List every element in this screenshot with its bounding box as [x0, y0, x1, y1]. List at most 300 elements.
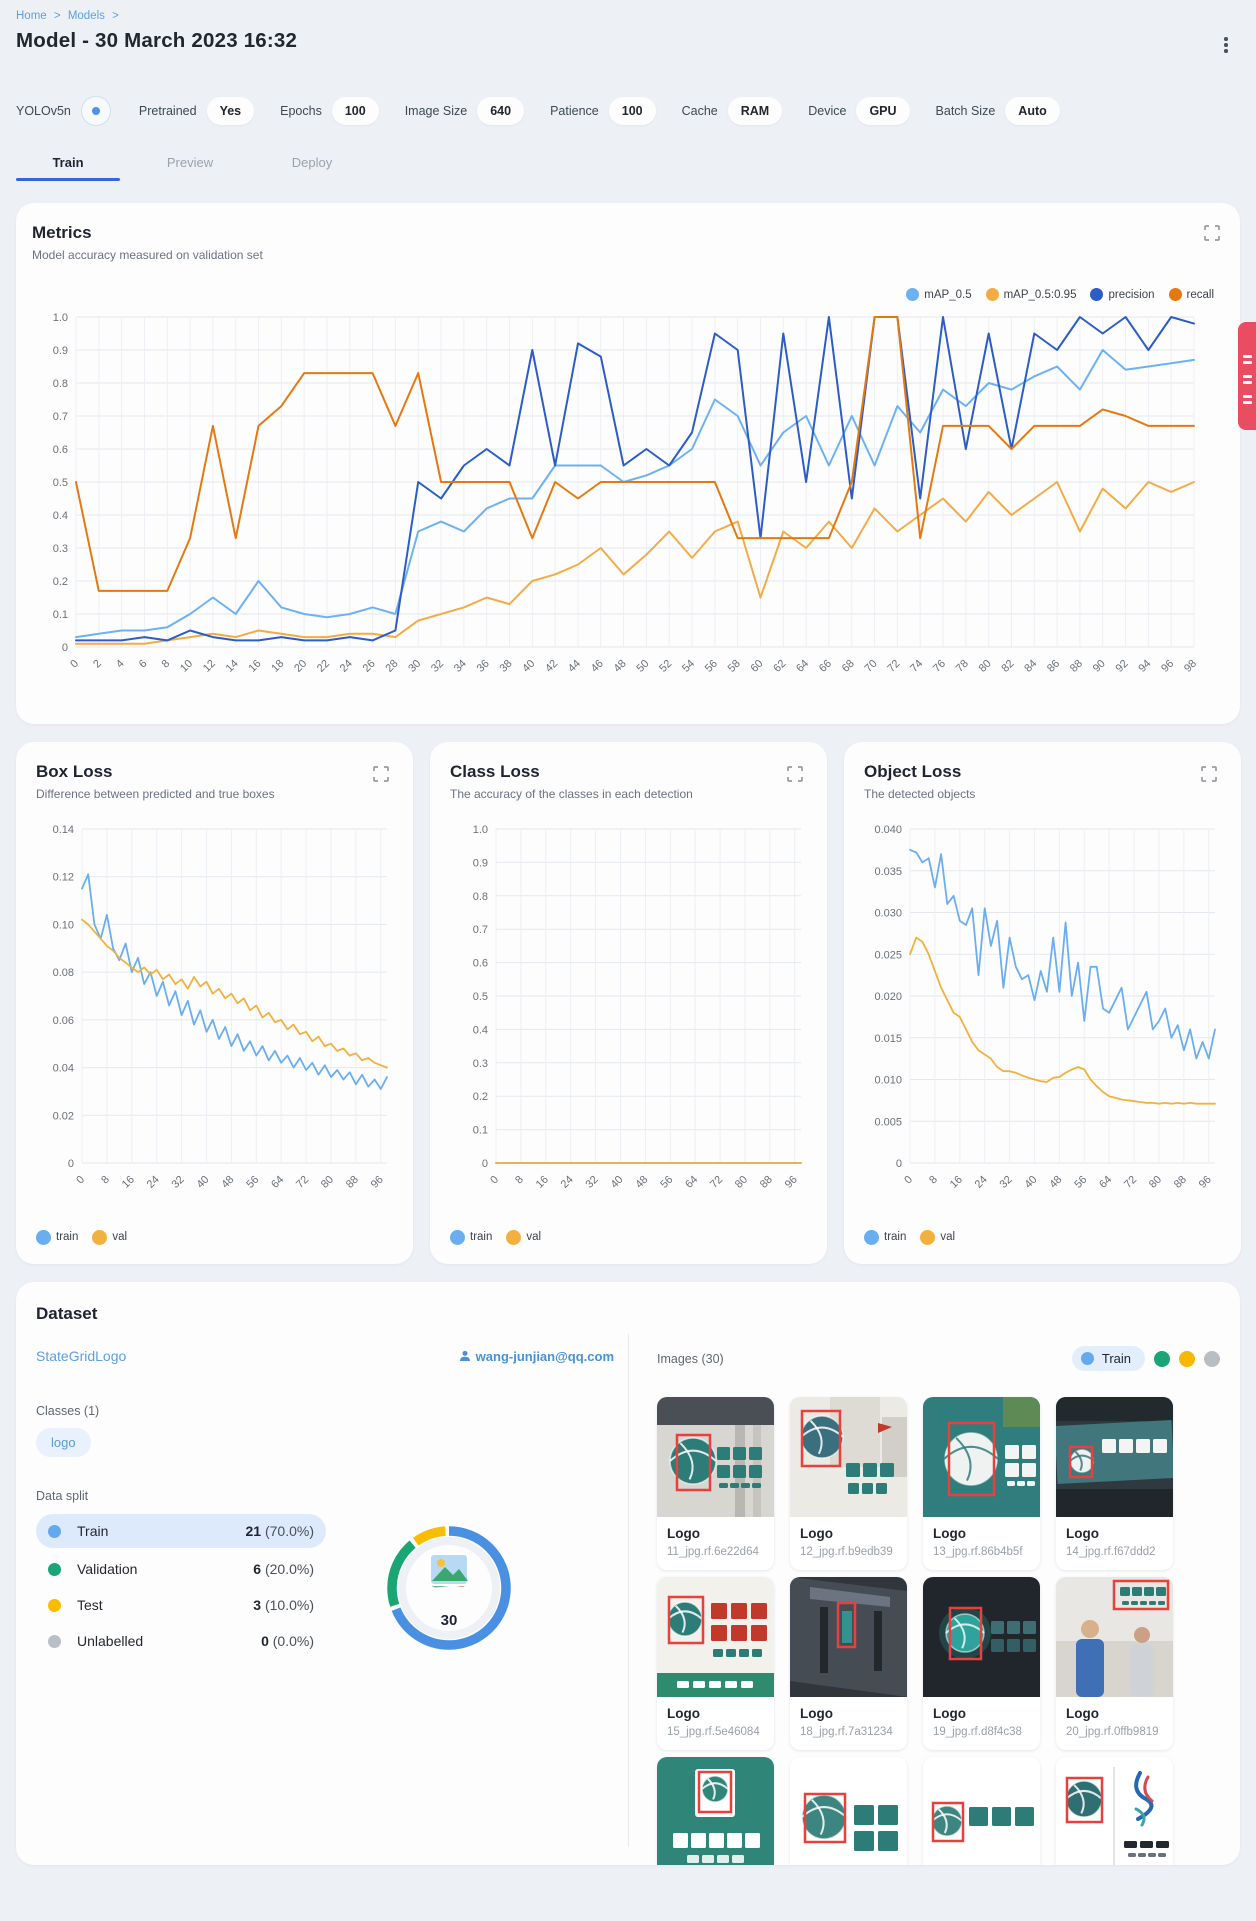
svg-text:54: 54: [680, 657, 698, 675]
breadcrumb-separator: >: [112, 10, 119, 22]
svg-text:0.6: 0.6: [52, 444, 68, 456]
legend-dot: [864, 1230, 879, 1245]
fullscreen-icon[interactable]: [785, 764, 805, 784]
class-loss-plot: [450, 821, 807, 1217]
legend-dot: [1090, 288, 1103, 301]
svg-text:14: 14: [223, 657, 241, 675]
svg-text:32: 32: [583, 1173, 601, 1191]
dataset-image-card[interactable]: [1056, 1577, 1173, 1750]
legend-item-mAP_0.5[interactable]: [906, 288, 971, 301]
svg-text:0.4: 0.4: [52, 510, 68, 522]
svg-text:64: 64: [683, 1173, 701, 1191]
box-loss-card: [16, 742, 413, 1264]
svg-text:0.10: 0.10: [52, 919, 74, 932]
svg-text:86: 86: [1045, 657, 1063, 675]
legend-item-recall[interactable]: [1169, 288, 1214, 301]
svg-text:0.4: 0.4: [472, 1024, 488, 1037]
svg-text:62: 62: [771, 657, 789, 675]
svg-text:30: 30: [406, 657, 424, 675]
legend-item-val[interactable]: [92, 1230, 127, 1245]
filter-dot-unlabelled[interactable]: [1204, 1351, 1220, 1367]
tab-deploy[interactable]: Deploy: [291, 155, 333, 170]
image-file-name: 14_jpg.rf.f67ddd2: [1066, 1546, 1156, 1558]
metrics-chart: [32, 303, 1224, 708]
split-dot: [48, 1525, 61, 1538]
svg-text:8: 8: [927, 1173, 941, 1187]
dataset-image-card[interactable]: [1056, 1397, 1173, 1570]
svg-text:96: 96: [1196, 1173, 1214, 1191]
svg-text:48: 48: [1047, 1173, 1065, 1191]
svg-text:0.005: 0.005: [874, 1116, 902, 1129]
image-caption: [923, 1697, 1040, 1750]
svg-text:0.5: 0.5: [472, 991, 488, 1003]
model-name-label: YOLOv5n: [16, 104, 71, 118]
svg-text:0.1: 0.1: [472, 1124, 488, 1137]
svg-text:48: 48: [633, 1173, 651, 1191]
legend-label: val: [526, 1231, 542, 1243]
dataset-card: [16, 1282, 1240, 1865]
series-mAP_0.5:0.95: [76, 482, 1194, 644]
image-caption: [657, 1517, 774, 1570]
config-param-label: Pretrained: [138, 104, 197, 118]
image-class-name: Logo: [800, 1526, 833, 1541]
svg-text:26: 26: [360, 657, 378, 675]
dataset-link[interactable]: StateGridLogo: [36, 1348, 127, 1364]
svg-text:88: 88: [757, 1173, 775, 1191]
class-loss-title: Class Loss: [450, 762, 540, 781]
svg-text:0.7: 0.7: [472, 924, 488, 937]
svg-text:96: 96: [782, 1173, 800, 1191]
image-file-name: 20_jpg.rf.0ffb9819: [1066, 1726, 1159, 1738]
legend-dot: [1169, 288, 1182, 301]
svg-text:80: 80: [732, 1173, 751, 1191]
dataset-image-card[interactable]: [790, 1757, 907, 1865]
svg-text:0.02: 0.02: [52, 1110, 74, 1123]
svg-text:76: 76: [930, 657, 949, 675]
more-menu-button[interactable]: [1212, 31, 1240, 59]
svg-text:44: 44: [565, 657, 584, 675]
dataset-image-thumbnail: [923, 1757, 1040, 1865]
image-file-name: 15_jpg.rf.5e46084: [667, 1726, 760, 1738]
config-param-value: Auto: [1005, 97, 1059, 125]
svg-text:34: 34: [451, 657, 469, 675]
images-icon: [429, 1553, 470, 1588]
svg-text:96: 96: [1159, 657, 1177, 675]
svg-text:0.7: 0.7: [52, 411, 68, 423]
split-filter-controls: [1072, 1346, 1220, 1371]
svg-text:38: 38: [497, 657, 515, 675]
legend-item-mAP_0.5:0.95[interactable]: [986, 288, 1077, 301]
legend-label: mAP_0.5: [924, 288, 972, 301]
svg-text:84: 84: [1022, 657, 1040, 675]
box-loss-legend: [36, 1224, 393, 1250]
image-grid: [657, 1397, 1220, 1865]
svg-text:72: 72: [294, 1173, 312, 1191]
split-row-unlabelled[interactable]: [36, 1626, 326, 1656]
svg-text:80: 80: [318, 1173, 337, 1191]
dataset-image-card[interactable]: [923, 1757, 1040, 1865]
svg-text:0: 0: [61, 642, 68, 654]
svg-text:28: 28: [383, 657, 401, 675]
svg-text:70: 70: [862, 657, 880, 675]
svg-text:2: 2: [91, 657, 104, 671]
dataset-image-thumbnail: [1056, 1577, 1173, 1697]
svg-text:8: 8: [99, 1173, 113, 1187]
svg-text:88: 88: [343, 1173, 361, 1191]
split-dot: [48, 1635, 61, 1648]
breadcrumb: [16, 10, 1240, 25]
legend-dot: [92, 1230, 107, 1245]
svg-text:24: 24: [558, 1173, 576, 1191]
split-value: 6 (20.0%): [253, 1561, 314, 1577]
dataset-image-card[interactable]: [790, 1577, 907, 1750]
class-loss-subtitle: The accuracy of the classes in each detection: [450, 787, 693, 801]
svg-text:72: 72: [708, 1173, 726, 1191]
model-selected-radio[interactable]: [81, 96, 111, 126]
dataset-image-card[interactable]: [923, 1397, 1040, 1570]
metrics-plot: [32, 303, 1208, 703]
svg-text:0.025: 0.025: [874, 949, 902, 962]
split-value: 0 (0.0%): [261, 1633, 314, 1649]
box-loss-subtitle: Difference between predicted and true boxes: [36, 787, 275, 801]
image-class-name: Logo: [667, 1706, 700, 1721]
svg-text:98: 98: [1181, 657, 1200, 675]
config-param-value: GPU: [856, 97, 909, 125]
image-class-name: Logo: [933, 1706, 966, 1721]
fullscreen-icon[interactable]: [1202, 223, 1222, 243]
svg-text:64: 64: [269, 1173, 287, 1191]
dataset-image-card[interactable]: [1056, 1757, 1173, 1865]
svg-text:16: 16: [246, 657, 264, 675]
svg-text:0.14: 0.14: [52, 824, 74, 836]
image-file-name: 13_jpg.rf.86b4b5f: [933, 1546, 1023, 1558]
svg-text:80: 80: [1146, 1173, 1165, 1191]
filter-dot-train: [1081, 1352, 1094, 1365]
filter-dot-test[interactable]: [1179, 1351, 1195, 1367]
config-param-value: 100: [332, 97, 379, 125]
split-name: Train: [77, 1523, 109, 1539]
svg-text:60: 60: [748, 657, 766, 675]
legend-label: train: [470, 1231, 493, 1243]
svg-text:46: 46: [588, 657, 606, 675]
svg-text:32: 32: [997, 1173, 1015, 1191]
fullscreen-icon[interactable]: [371, 764, 391, 784]
legend-label: val: [940, 1231, 956, 1243]
svg-text:0.8: 0.8: [472, 890, 488, 903]
split-value: 3 (10.0%): [253, 1597, 314, 1613]
dataset-image-card[interactable]: [657, 1577, 774, 1750]
svg-text:40: 40: [1022, 1173, 1040, 1191]
metrics-legend: [32, 288, 1214, 301]
svg-text:0: 0: [481, 1158, 488, 1170]
svg-text:64: 64: [794, 657, 812, 675]
svg-text:40: 40: [608, 1173, 626, 1191]
config-param-value: RAM: [728, 97, 782, 125]
svg-text:0.12: 0.12: [52, 871, 74, 884]
svg-text:0.2: 0.2: [52, 576, 68, 588]
config-param-value: Yes: [207, 97, 255, 125]
classes-label: Classes (1): [36, 1404, 100, 1418]
images-count-label: Images (30): [657, 1351, 724, 1366]
svg-text:1.0: 1.0: [52, 312, 68, 324]
svg-text:0.2: 0.2: [472, 1091, 488, 1104]
feedback-tab[interactable]: [1238, 322, 1256, 430]
svg-text:1.0: 1.0: [472, 824, 488, 836]
svg-text:56: 56: [702, 657, 720, 675]
svg-text:92: 92: [1113, 657, 1131, 675]
dataset-image-thumbnail: [923, 1577, 1040, 1697]
config-param-label: Image Size: [404, 104, 468, 118]
legend-label: mAP_0.5:0.95: [1003, 288, 1077, 301]
svg-text:0.6: 0.6: [472, 957, 488, 970]
dataset-image-card[interactable]: [657, 1397, 774, 1570]
image-class-name: Logo: [1066, 1526, 1099, 1541]
legend-label: train: [56, 1231, 79, 1243]
page-title: Model - 30 March 2023 16:32: [16, 29, 298, 52]
svg-text:24: 24: [144, 1173, 162, 1191]
svg-text:0.030: 0.030: [874, 907, 902, 920]
svg-text:0.04: 0.04: [52, 1062, 74, 1075]
panel-divider: [628, 1334, 629, 1847]
series-train: [82, 874, 387, 1089]
split-row-test[interactable]: [36, 1590, 326, 1620]
image-caption: [657, 1697, 774, 1750]
legend-dot: [450, 1230, 465, 1245]
svg-text:0: 0: [67, 1158, 74, 1170]
dataset-image-thumbnail: [657, 1757, 774, 1865]
box-loss-plot: [36, 821, 393, 1217]
legend-dot: [986, 288, 999, 301]
svg-text:72: 72: [885, 657, 903, 675]
series-recall: [76, 317, 1194, 591]
split-donut: [374, 1513, 524, 1663]
filter-selected-label: Train: [1101, 1351, 1131, 1366]
config-param-label: Device: [808, 104, 847, 118]
svg-text:96: 96: [368, 1173, 386, 1191]
config-param-value: 100: [609, 97, 656, 125]
image-caption: [923, 1517, 1040, 1570]
object-loss-plot: [864, 821, 1221, 1217]
legend-label: recall: [1186, 288, 1214, 301]
loss-charts-row: [16, 742, 1240, 1264]
object-loss-title: Object Loss: [864, 762, 962, 781]
tab-preview[interactable]: Preview: [166, 155, 214, 170]
config-param-value: 640: [477, 97, 524, 125]
svg-text:0.3: 0.3: [52, 543, 68, 555]
svg-text:0.010: 0.010: [874, 1074, 902, 1087]
svg-text:0.020: 0.020: [874, 991, 902, 1003]
person-icon: [459, 1350, 471, 1362]
dataset-image-thumbnail: [1056, 1757, 1173, 1865]
metrics-subtitle: Model accuracy measured on validation set: [32, 248, 263, 262]
class-loss-chart: [450, 821, 807, 1222]
split-name: Unlabelled: [77, 1633, 144, 1649]
svg-text:40: 40: [520, 657, 538, 675]
svg-text:94: 94: [1136, 657, 1154, 675]
legend-dot: [906, 288, 919, 301]
series-val: [82, 920, 387, 1068]
svg-text:16: 16: [119, 1173, 137, 1191]
image-caption: [790, 1517, 907, 1570]
config-param-label: Patience: [550, 104, 599, 118]
svg-text:0.1: 0.1: [52, 609, 68, 621]
class-loss-legend: [450, 1224, 807, 1250]
svg-text:16: 16: [533, 1173, 551, 1191]
split-dot: [48, 1563, 61, 1576]
training-config-row: [16, 95, 1240, 127]
filter-dot-validation[interactable]: [1154, 1351, 1170, 1367]
svg-text:6: 6: [136, 657, 150, 671]
svg-text:48: 48: [219, 1173, 237, 1191]
box-loss-title: Box Loss: [36, 762, 113, 781]
svg-text:64: 64: [1097, 1173, 1115, 1191]
dataset-image-card[interactable]: [657, 1757, 774, 1865]
split-row-validation[interactable]: [36, 1554, 326, 1584]
svg-text:56: 56: [658, 1173, 676, 1191]
image-file-name: 19_jpg.rf.d8f4c38: [933, 1726, 1022, 1738]
svg-text:24: 24: [972, 1173, 990, 1191]
svg-text:74: 74: [908, 657, 926, 675]
legend-dot: [36, 1230, 51, 1245]
image-caption: [1056, 1697, 1173, 1750]
legend-dot: [506, 1230, 521, 1245]
svg-text:0.9: 0.9: [52, 345, 68, 357]
image-caption: [1056, 1517, 1173, 1570]
series-mAP_0.5: [76, 350, 1194, 637]
svg-text:58: 58: [725, 657, 743, 675]
object-loss-subtitle: The detected objects: [864, 787, 976, 801]
top-bar: [0, 0, 1256, 181]
legend-item-val[interactable]: [506, 1230, 541, 1245]
config-param-label: Cache: [681, 104, 718, 118]
object-loss-chart: [864, 821, 1221, 1222]
image-file-name: 18_jpg.rf.7a31234: [800, 1726, 893, 1738]
image-class-name: Logo: [1066, 1706, 1099, 1721]
image-total-count: 30: [440, 1612, 458, 1629]
object-loss-legend: [864, 1224, 1221, 1250]
tab-train[interactable]: Train: [16, 145, 120, 181]
svg-text:36: 36: [474, 657, 492, 675]
legend-item-val[interactable]: [920, 1230, 955, 1245]
split-name: Test: [77, 1597, 103, 1613]
class-loss-card: [430, 742, 827, 1264]
legend-item-precision[interactable]: [1090, 288, 1154, 301]
svg-text:80: 80: [976, 657, 994, 675]
split-dot: [48, 1599, 61, 1612]
data-split-label: Data split: [36, 1489, 89, 1503]
data-split-list: [36, 1514, 326, 1662]
svg-text:0.035: 0.035: [874, 865, 902, 878]
legend-dot: [920, 1230, 935, 1245]
svg-text:12: 12: [200, 657, 219, 675]
box-loss-chart: [36, 821, 393, 1222]
dataset-image-thumbnail: [790, 1757, 907, 1865]
svg-text:32: 32: [169, 1173, 187, 1191]
metrics-title: Metrics: [32, 223, 92, 242]
legend-label: train: [884, 1231, 907, 1243]
image-class-name: Logo: [800, 1706, 833, 1721]
dataset-owner-email[interactable]: wang-junjian@qq.com: [459, 1349, 614, 1364]
svg-text:0.8: 0.8: [52, 378, 68, 390]
metrics-card: [16, 203, 1240, 724]
dataset-donut-chart: [374, 1513, 524, 1663]
config-param-label: Batch Size: [935, 104, 996, 118]
svg-text:22: 22: [314, 657, 333, 675]
image-caption: [790, 1697, 907, 1750]
svg-text:66: 66: [816, 657, 835, 675]
svg-text:0.015: 0.015: [874, 1032, 902, 1045]
image-file-name: 12_jpg.rf.b9edb39: [800, 1546, 893, 1558]
svg-text:0: 0: [68, 657, 82, 671]
svg-text:8: 8: [159, 657, 173, 671]
svg-text:48: 48: [611, 657, 629, 675]
dataset-image-card[interactable]: [923, 1577, 1040, 1750]
svg-text:10: 10: [178, 657, 196, 675]
svg-text:24: 24: [337, 657, 355, 675]
svg-text:88: 88: [1171, 1173, 1189, 1191]
svg-text:0: 0: [488, 1173, 502, 1187]
svg-text:16: 16: [947, 1173, 965, 1191]
split-value: 21 (70.0%): [245, 1523, 314, 1539]
svg-text:90: 90: [1090, 657, 1108, 675]
image-class-name: Logo: [667, 1526, 700, 1541]
split-row-train[interactable]: [36, 1514, 326, 1548]
svg-text:72: 72: [1122, 1173, 1140, 1191]
svg-text:4: 4: [113, 657, 127, 671]
svg-text:0.08: 0.08: [52, 967, 74, 980]
dataset-image-thumbnail: [657, 1397, 774, 1517]
legend-item-train[interactable]: [450, 1230, 492, 1245]
svg-text:20: 20: [292, 657, 310, 675]
dataset-image-thumbnail: [657, 1577, 774, 1697]
dataset-info-panel: [36, 1324, 628, 1865]
svg-text:32: 32: [429, 657, 447, 675]
svg-text:8: 8: [513, 1173, 527, 1187]
filter-pill-train[interactable]: [1072, 1346, 1145, 1371]
fullscreen-icon[interactable]: [1199, 764, 1219, 784]
svg-text:0: 0: [74, 1173, 88, 1187]
legend-item-train[interactable]: [864, 1230, 906, 1245]
breadcrumb-home-link[interactable]: Home: [16, 10, 47, 22]
svg-text:56: 56: [1072, 1173, 1090, 1191]
svg-text:52: 52: [657, 657, 675, 675]
dataset-image-thumbnail: [790, 1397, 907, 1517]
dataset-image-thumbnail: [923, 1397, 1040, 1517]
svg-text:18: 18: [269, 657, 287, 675]
svg-text:50: 50: [634, 657, 652, 675]
svg-text:88: 88: [1067, 657, 1086, 675]
legend-item-train[interactable]: [36, 1230, 78, 1245]
svg-text:0.3: 0.3: [472, 1057, 488, 1070]
breadcrumb-models-link[interactable]: Models: [67, 10, 105, 22]
image-file-name: 11_jpg.rf.6e22d64: [667, 1546, 759, 1558]
config-param-label: Epochs: [280, 104, 322, 118]
svg-text:40: 40: [194, 1173, 212, 1191]
svg-text:0: 0: [895, 1158, 902, 1170]
split-name: Validation: [77, 1561, 138, 1577]
svg-text:0.06: 0.06: [52, 1014, 74, 1027]
dataset-image-thumbnail: [1056, 1397, 1173, 1517]
dataset-image-card[interactable]: [790, 1397, 907, 1570]
legend-label: precision: [1108, 288, 1155, 301]
dataset-images-panel: [643, 1324, 1220, 1865]
svg-text:78: 78: [953, 657, 971, 675]
breadcrumb-separator: >: [53, 10, 61, 22]
svg-text:56: 56: [244, 1173, 262, 1191]
svg-text:0: 0: [902, 1173, 916, 1187]
dataset-image-thumbnail: [790, 1577, 907, 1697]
class-chip-logo[interactable]: logo: [36, 1428, 91, 1457]
